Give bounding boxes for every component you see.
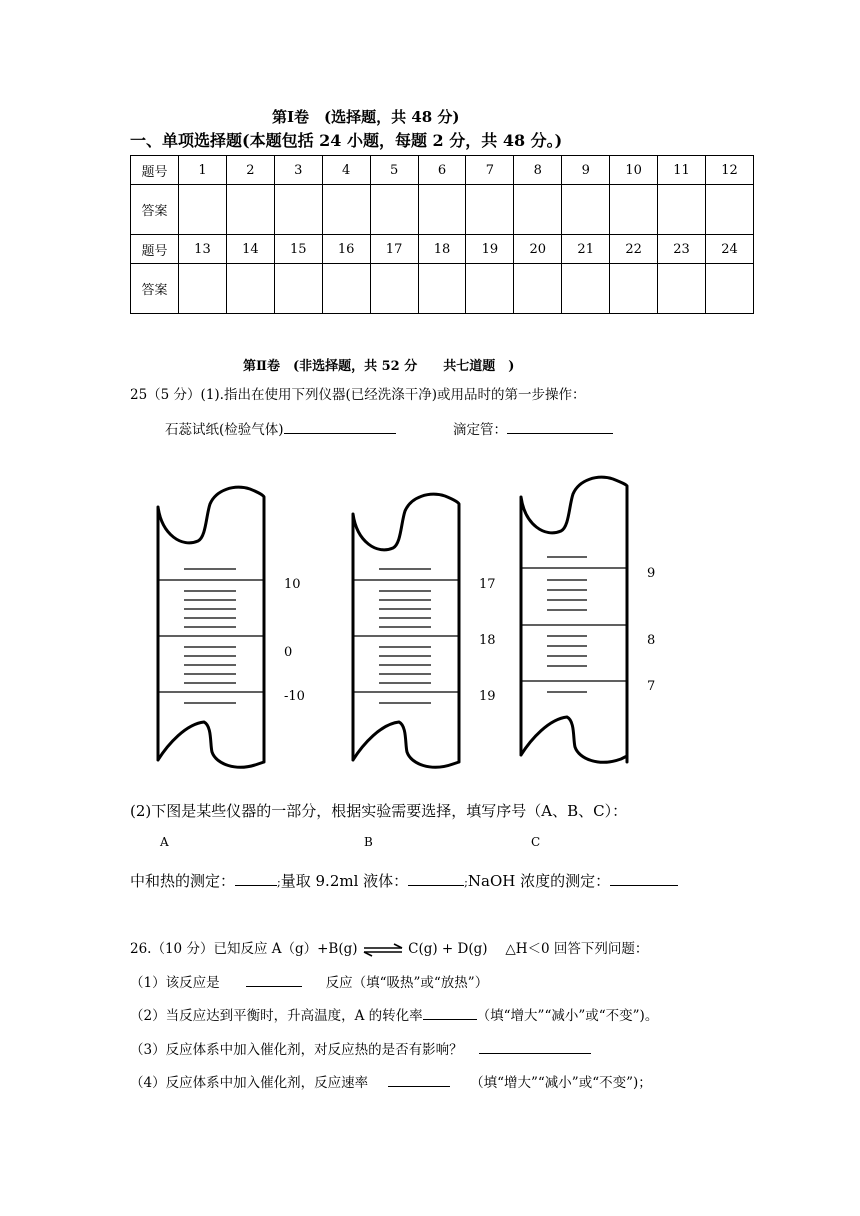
answer-blank[interactable]	[246, 986, 302, 987]
row-label: 答案	[131, 185, 179, 235]
scale-label: -10	[284, 689, 305, 704]
fill1-label: 中和热的测定：	[130, 872, 236, 890]
table-cell: 20	[514, 235, 562, 264]
part1-title: 第Ⅰ卷 (选择题，共 48 分)	[272, 108, 460, 126]
table-cell: 19	[466, 235, 514, 264]
instrument-c-tube	[521, 477, 627, 762]
equilibrium-arrow-icon	[362, 943, 404, 957]
q26-sub2	[130, 1004, 658, 1024]
row-label: 答案	[131, 264, 179, 314]
fill3-label: NaOH 浓度的测定：	[467, 872, 611, 890]
q26-sub4-b: （填“增大”“减小”或“不变”)；	[470, 1075, 652, 1091]
table-cell: 3	[274, 156, 322, 185]
q25-part2-stem: (2)下图是某些仪器的一部分，根据实验需要选择，填写序号（A、B、C）：	[130, 802, 628, 820]
scale-label: 19	[479, 689, 496, 704]
table-cell: 4	[322, 156, 370, 185]
table-cell: 24	[705, 235, 753, 264]
q26-sub1-b: 反应（填“吸热”或“放热”）	[325, 975, 489, 991]
q26-stem	[130, 937, 648, 957]
table-cell: 21	[562, 235, 610, 264]
table-cell: 1	[179, 156, 227, 185]
table-cell: 6	[418, 156, 466, 185]
table-cell: 18	[418, 235, 466, 264]
table-cell: 23	[658, 235, 706, 264]
table-cell: 8	[514, 156, 562, 185]
q25-stem: 25（5 分）(1).指出在使用下列仪器(已经洗涤干净)或用品时的第一步操作：	[130, 387, 586, 403]
q26-sub3-text: （3）反应体系中加入催化剂，对反应热的是否有影响？	[130, 1042, 463, 1058]
row-label: 题号	[131, 235, 179, 264]
table-cell: 13	[179, 235, 227, 264]
scale-label: 7	[647, 679, 656, 694]
table-cell: 17	[370, 235, 418, 264]
row-label: 题号	[131, 156, 179, 185]
answer-blank[interactable]	[610, 885, 678, 886]
q26-sub2-a: （2）当反应达到平衡时，升高温度，A 的转化率	[130, 1008, 423, 1024]
q26-stem-a: 26.（10 分）已知反应 A（g）+B(g)	[130, 941, 358, 957]
scale-label: 8	[647, 633, 656, 648]
table-cell: 7	[466, 156, 514, 185]
q26-sub4	[130, 1071, 652, 1091]
instrument-a-label: A	[160, 835, 169, 849]
q25-fill-line: 中和热的测定： ;量取 9.2ml 液体： ;NaOH 浓度的测定：	[130, 870, 678, 891]
answer-blank[interactable]	[423, 1019, 477, 1020]
instrument-b-label: B	[364, 835, 373, 849]
table-cell: 2	[226, 156, 274, 185]
fill2-label: 量取 9.2ml 液体：	[280, 872, 409, 890]
table-cell: 10	[610, 156, 658, 185]
q26-sub4-a: （4）反应体系中加入催化剂，反应速率	[130, 1075, 369, 1091]
scale-label: 18	[479, 633, 496, 648]
table-cell: 9	[562, 156, 610, 185]
q26-sub2-b: （填“增大”“减小”或“不变”)。	[476, 1008, 659, 1024]
table-cell: 22	[610, 235, 658, 264]
q26-sub1-a: （1）该反应是	[130, 975, 220, 991]
q26-sub1	[130, 971, 488, 991]
section-heading: 一、单项选择题(本题包括 24 小题，每题 2 分，共 48 分。)	[130, 131, 563, 150]
part2-title: 第Ⅱ卷 (非选择题，共 52 分 共七道题 )	[243, 359, 515, 374]
table-cell: 15	[274, 235, 322, 264]
scale-label: 10	[284, 577, 301, 592]
answer-blank[interactable]	[388, 1086, 450, 1087]
q25-item1-label: 石蕊试纸(检验气体)	[165, 422, 284, 438]
table-cell: 14	[226, 235, 274, 264]
answer-blank[interactable]	[408, 885, 464, 886]
instrument-b-tube	[353, 494, 459, 767]
instrument-c-label: C	[531, 835, 541, 849]
table-cell: 12	[705, 156, 753, 185]
table-cell: 11	[658, 156, 706, 185]
q26-sub3	[130, 1038, 591, 1058]
table-cell: 5	[370, 156, 418, 185]
q25-item2-label: 滴定管：	[453, 422, 507, 438]
q26-stem-b: C(g) + D(g) △H＜0 回答下列问题：	[408, 941, 649, 957]
scale-label: 17	[479, 577, 496, 592]
answer-blank[interactable]	[235, 885, 277, 886]
scale-label: 0	[284, 645, 293, 660]
table-cell: 16	[322, 235, 370, 264]
answer-blank[interactable]	[479, 1053, 591, 1054]
scale-label: 9	[647, 566, 656, 581]
